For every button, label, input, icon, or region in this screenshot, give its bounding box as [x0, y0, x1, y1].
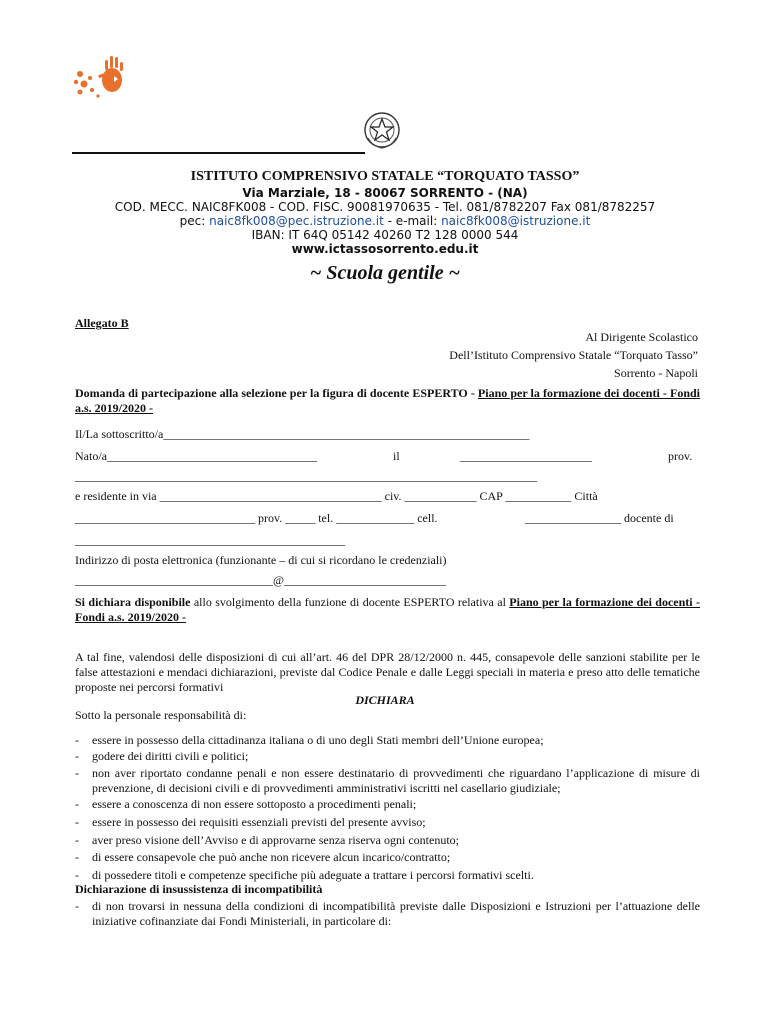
list-item: - essere a conoscenza di non essere sottoposto a procedimenti penali;: [75, 797, 417, 811]
birth-extra-field[interactable]: _____________________________________________________________________________: [75, 469, 537, 483]
recipient-line: Dell’Istituto Comprensivo Statale “Torquato Tasso”: [449, 348, 698, 362]
allegato-label: Allegato B: [75, 316, 129, 330]
birthdate-field[interactable]: ______________________: [460, 449, 592, 463]
dichiara-heading: DICHIARA: [355, 693, 415, 707]
institute-address: Via Marziale, 18 - 80067 SORRENTO - (NA): [242, 186, 528, 200]
list-item: - essere in possesso della cittadinanza italiana o di uno degli Stati membri dell’Unione europea;: [75, 733, 544, 747]
list-item: - non aver riportato condanne penali e non essere destinatario di provvedimenti che riguardano l’applicazione di misure di prevenzione, di decisioni civili e di provvedimenti amministrativi iscritti nel casellario giudiziale;: [75, 766, 700, 795]
birthplace-field[interactable]: Nato/a___________________________________: [75, 449, 317, 463]
availability-bold: Si dichiara disponibile: [75, 595, 191, 609]
email-field-label: Indirizzo di posta elettronica (funzionante – di cui si ricordano le credenziali): [75, 553, 447, 567]
subject-plan: Piano per la formazione dei docenti - Fondi a.s. 2019/2020 -: [75, 386, 701, 415]
availability-plan: Piano per la formazione dei docenti - Fondi a.s. 2019/2020 -: [75, 595, 700, 624]
undersigned-field[interactable]: Il/La sottoscritto/a_____________________________________________________________: [75, 427, 530, 441]
availability-statement: [75, 595, 700, 625]
header-divider: [72, 152, 365, 154]
teaching-subject-field[interactable]: ________________ docente di: [525, 511, 674, 525]
institute-iban: IBAN: IT 64Q 05142 40260 T2 128 0000 544: [251, 228, 519, 242]
list-item: - di possedere titoli e competenze specifiche più adeguate a trattare i percorsi formativi scelti.: [75, 868, 534, 882]
declaration-intro: A tal fine, valendosi delle disposizioni di cui all’art. 46 del DPR 28/12/2000 n. 445, consapevole delle sanzioni stabilite per le false attestazioni e mendaci dichiarazioni, previste dal Codice Penale e dalle Leggi speciali in materia e preso atto delle tematiche proposte nei percorsi formativi: [75, 650, 700, 694]
birth-province-label: prov.: [668, 449, 693, 463]
institute-website[interactable]: www.ictassosorrento.edu.it: [291, 242, 479, 256]
list-item: - aver preso visione dell’Avviso e di approvarne senza riserva ogni contenuto;: [75, 833, 459, 847]
list-item: - di essere consapevole che può anche non ricevere alcun incarico/contratto;: [75, 850, 451, 864]
contact-row[interactable]: ______________________________ prov. _____ tel. _____________ cell.: [75, 511, 438, 525]
handprint-logo-icon: [70, 52, 130, 100]
email-link[interactable]: naic8fk008@istruzione.it: [441, 214, 591, 228]
residence-field[interactable]: e residente in via _____________________________________ civ. ____________ CAP ___________ Città: [75, 489, 598, 503]
institute-contacts: [0, 214, 770, 228]
pec-link[interactable]: naic8fk008@pec.istruzione.it: [209, 214, 384, 228]
application-subject: [75, 386, 700, 416]
italian-republic-emblem-icon: [362, 110, 402, 150]
recipient-line: Sorrento - Napoli: [614, 366, 698, 380]
pec-label: pec:: [179, 214, 210, 228]
list-item: - essere in possesso dei requisiti essenziali previsti del presente avviso;: [75, 815, 426, 829]
responsibility-label: Sotto la personale responsabilità di:: [75, 708, 247, 722]
teaching-subject-extra[interactable]: _____________________________________________: [75, 533, 345, 547]
institute-name: ISTITUTO COMPRENSIVO STATALE “TORQUATO TASSO”: [190, 169, 580, 184]
email-label: - e-mail:: [383, 214, 442, 228]
list-item: - di non trovarsi in nessuna della condizioni di incompatibilità previste dalle Disposizioni e Istruzioni per l’attuazione delle iniziative cofinanziate dai Fondi Ministeriali, in particolare di:: [75, 899, 700, 928]
incompatibility-heading: Dichiarazione di insussistenza di incompatibilità: [75, 882, 323, 896]
institute-codes: COD. MECC. NAIC8FK008 - COD. FISC. 90081970635 - Tel. 081/8782207 Fax 081/8782257: [114, 200, 656, 214]
availability-text: allo svolgimento della funzione di docente ESPERTO relativa al: [190, 595, 510, 609]
school-motto: ~ Scuola gentile ~: [309, 262, 461, 284]
birthdate-label: il: [393, 449, 400, 463]
recipient-line: Al Dirigente Scolastico: [585, 330, 698, 344]
list-item: - godere dei diritti civili e politici;: [75, 749, 249, 763]
recipient-block: [449, 330, 698, 381]
email-field[interactable]: _________________________________@___________________________: [75, 573, 447, 587]
subject-text: Domanda di partecipazione alla selezione per la figura di docente ESPERTO -: [75, 386, 478, 400]
